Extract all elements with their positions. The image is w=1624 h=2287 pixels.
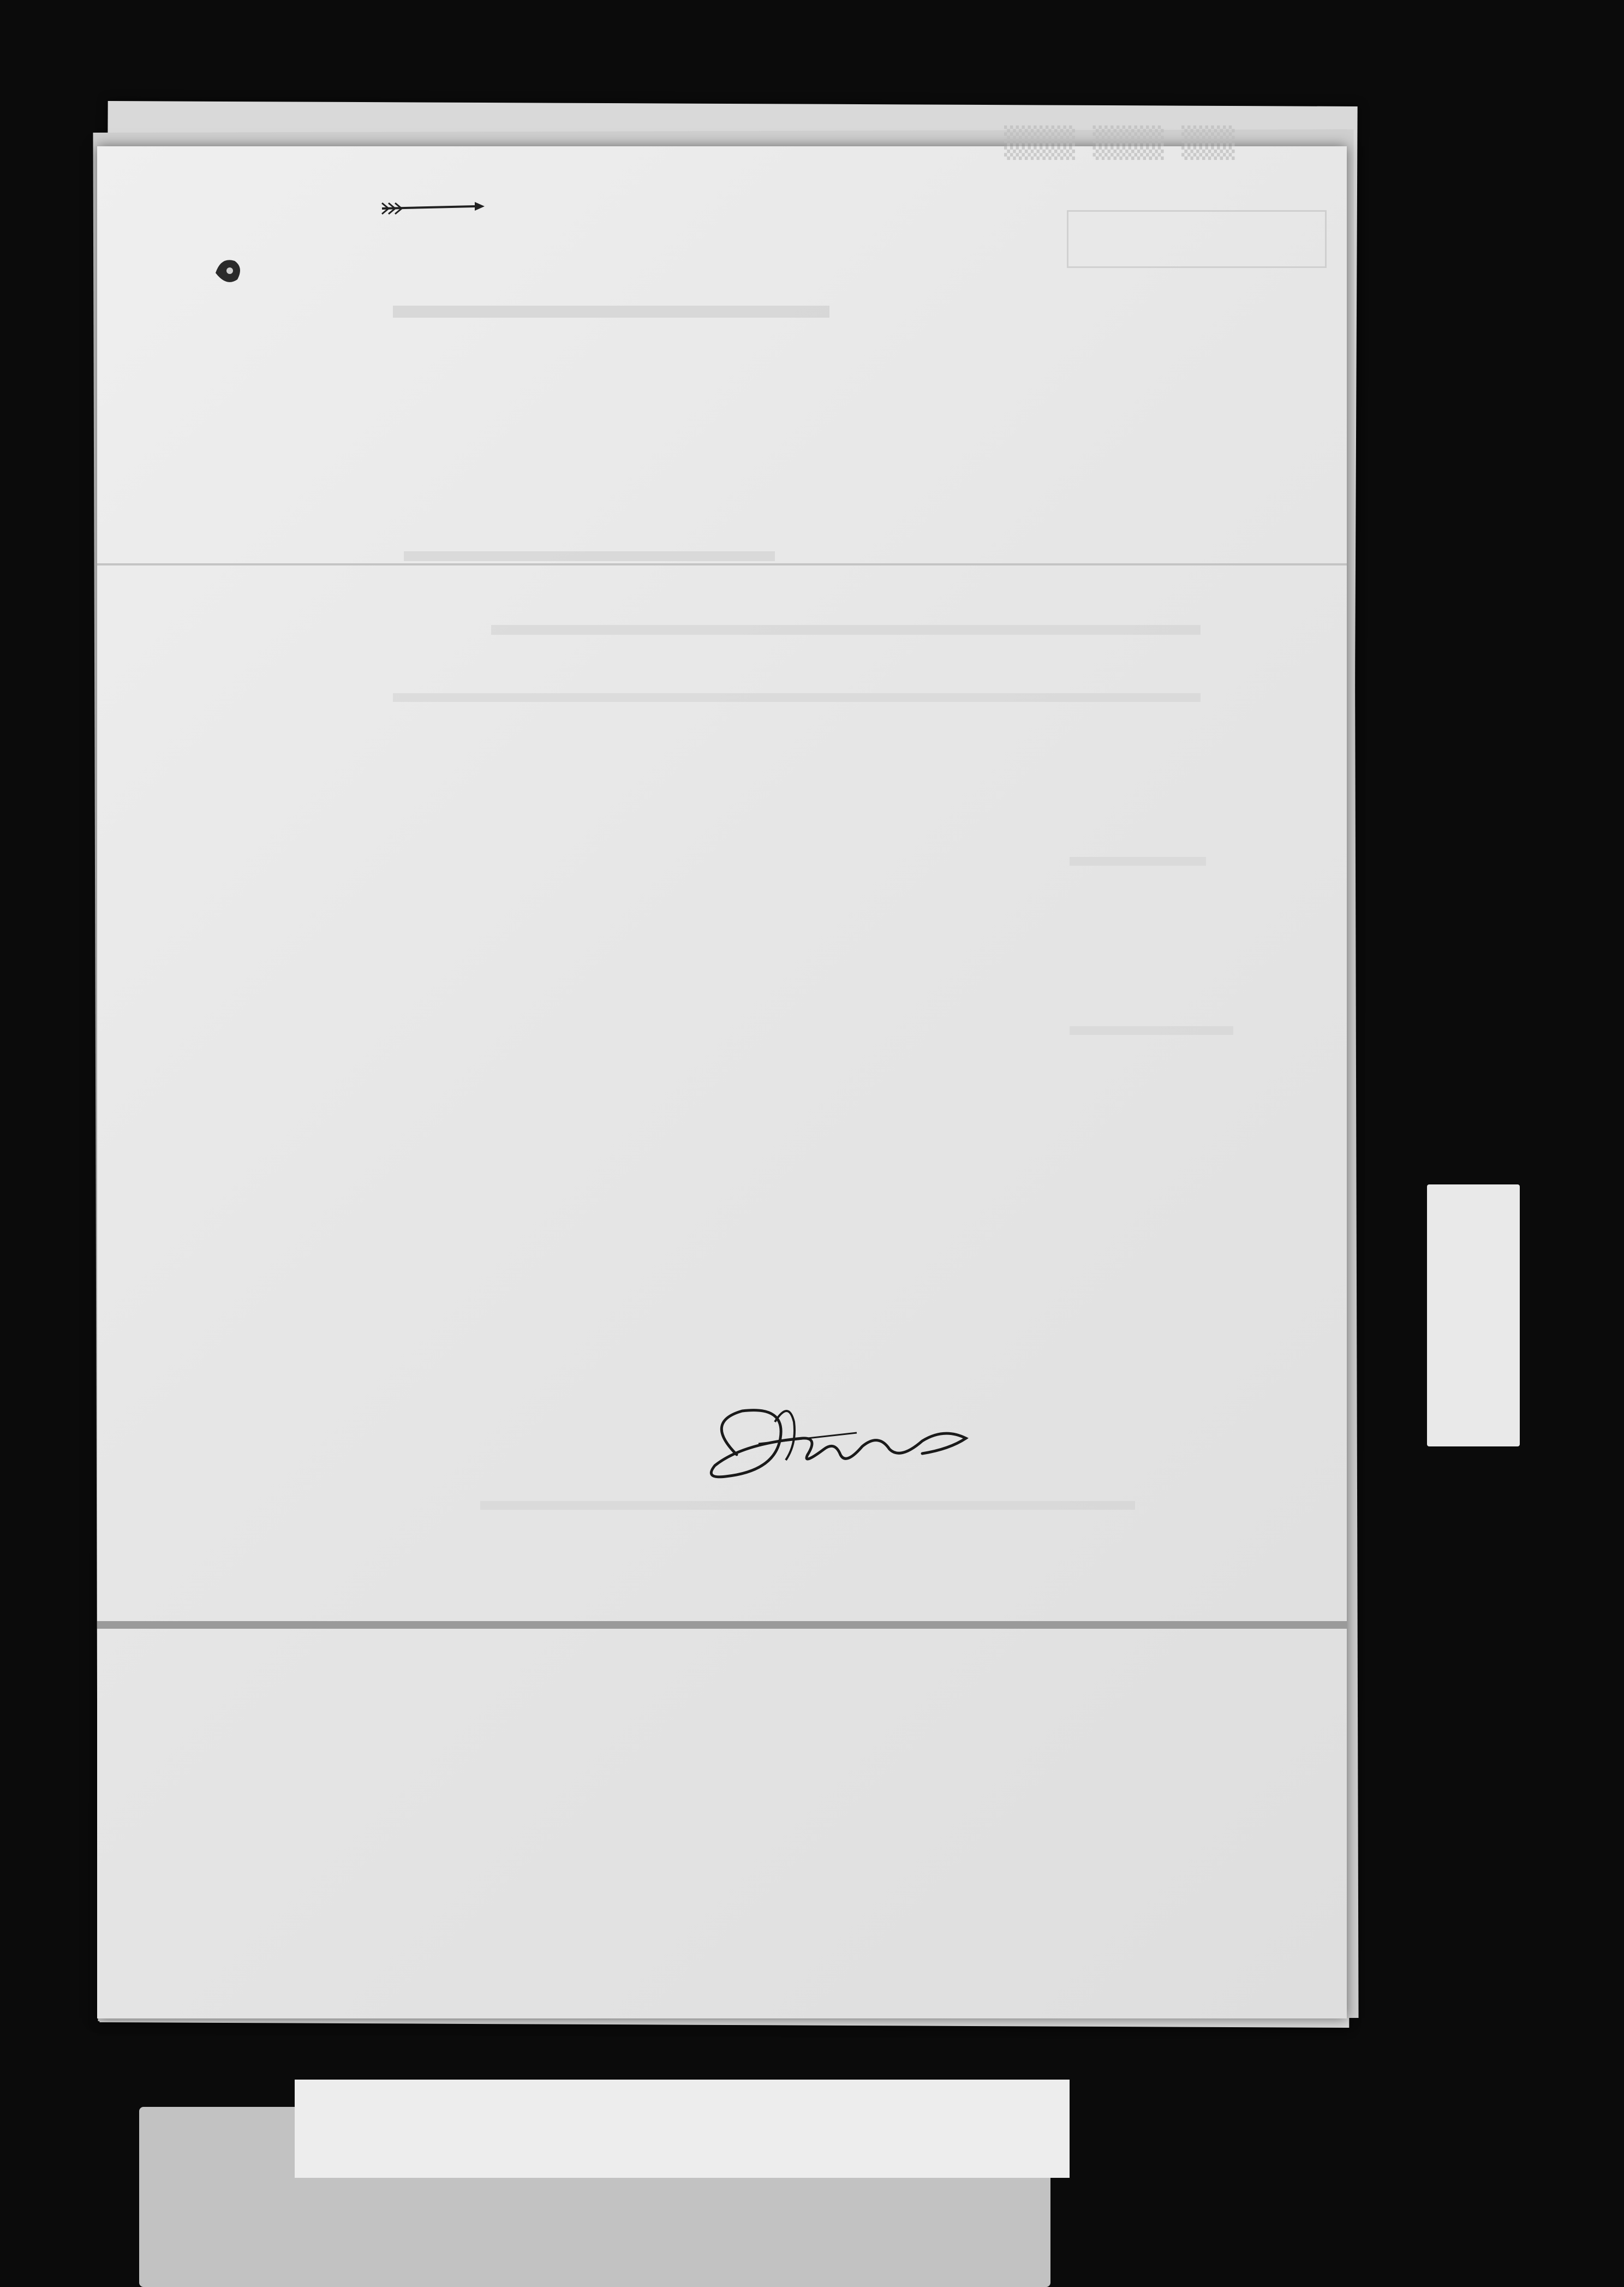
show-through-bar-5 (1070, 857, 1206, 866)
page-fold-line (97, 563, 1347, 565)
show-through-bar-3 (491, 625, 1201, 635)
page-bottom-edge (97, 1621, 1347, 1629)
poor-copy-tag (1427, 1184, 1520, 1446)
show-through-bar-6 (1070, 1026, 1233, 1035)
show-through-bar-1 (393, 306, 829, 318)
stamp-show-through: ▒▒▒▒ ▒▒▒▒ ▒▒▒ (1004, 126, 1235, 160)
show-through-bar-7 (480, 1501, 1135, 1510)
hole-punch-icon (210, 251, 248, 289)
show-through-bar-2 (404, 551, 775, 561)
letter-page (97, 146, 1347, 2018)
handwritten-signature (693, 1389, 977, 1498)
archive-reference-label (295, 2080, 1070, 2178)
show-through-bar-4 (393, 693, 1201, 702)
show-through-box (1067, 210, 1327, 268)
arrow-icon (377, 196, 486, 218)
